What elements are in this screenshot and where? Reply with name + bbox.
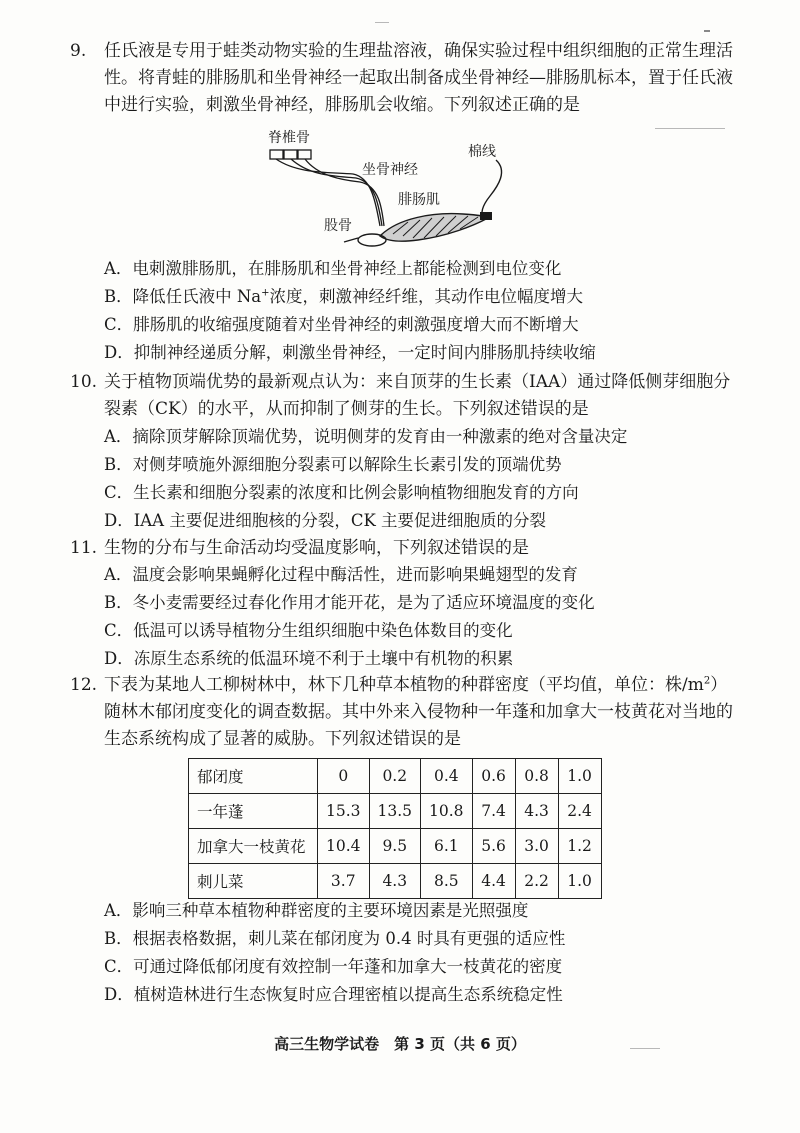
question-stem xyxy=(104,369,750,423)
spine-segment xyxy=(270,150,283,159)
question-9 xyxy=(70,38,750,120)
question-stem xyxy=(104,38,750,119)
cotton-thread xyxy=(482,160,502,218)
option-11c: C．低温可以诱导植物分生组织细胞中染色体数目的变化 xyxy=(104,621,513,640)
superscript: 2 xyxy=(703,675,711,687)
question-number: 11. xyxy=(70,538,98,558)
label-gastrocnemius: 腓肠肌 xyxy=(398,192,440,208)
table-cell: 6.1 xyxy=(421,829,473,864)
table-cell: 3.0 xyxy=(515,829,558,864)
table-cell: 15.3 xyxy=(318,794,370,829)
table-cell: 0.4 xyxy=(421,759,473,794)
label-femur: 股骨 xyxy=(324,218,352,234)
table-cell: 2.4 xyxy=(558,794,601,829)
nerve-muscle-specimen-figure xyxy=(258,126,528,261)
superscript: + xyxy=(261,287,270,299)
table-cell: 0.6 xyxy=(472,759,515,794)
stem-line xyxy=(104,672,760,699)
table-cell: 4.3 xyxy=(369,864,421,899)
option-9a: A．电刺激腓肠肌，在腓肠肌和坐骨神经上都能检测到电位变化 xyxy=(104,259,562,278)
stem-line: 中进行实验，刺激坐骨神经，腓肠肌会收缩。下列叙述正确的是 xyxy=(104,95,580,115)
table-cell: 1.0 xyxy=(558,864,601,899)
option-12d: D．植树造林进行生态恢复时应合理密植以提高生态系统稳定性 xyxy=(104,985,563,1004)
table-cell: 0 xyxy=(318,759,370,794)
stem-text: ） xyxy=(710,675,728,695)
stem-line: 生态系统构成了显著的威胁。下列叙述错误的是 xyxy=(104,729,461,749)
stem-line: 关于植物顶端优势的最新观点认为：来自顶芽的生长素（IAA）通过降低侧芽细胞分 xyxy=(104,372,731,392)
table-cell: 3.7 xyxy=(318,864,370,899)
question-number: 12. xyxy=(70,675,98,695)
question-number: 10. xyxy=(70,372,98,392)
table-cell: 0.8 xyxy=(515,759,558,794)
label-spine: 脊椎骨 xyxy=(268,130,310,146)
option-11b: B．冬小麦需要经过春化作用才能开花，是为了适应环境温度的变化 xyxy=(104,593,595,612)
table-header-label: 郁闭度 xyxy=(189,759,318,794)
option-12c: C．可通过降低郁闭度有效控制一年蓬和加拿大一枝黄花的密度 xyxy=(104,957,563,976)
table-cell: 4.4 xyxy=(472,864,515,899)
table-cell: 4.3 xyxy=(515,794,558,829)
table-cell: 1.0 xyxy=(558,759,601,794)
table-cell: 8.5 xyxy=(421,864,473,899)
scan-artifact-mark xyxy=(704,30,710,32)
table-cell: 0.2 xyxy=(369,759,421,794)
table-row-label: 一年蓬 xyxy=(189,794,318,829)
table-cell: 10.8 xyxy=(421,794,473,829)
option-12b: B．根据表格数据，刺儿菜在郁闭度为 0.4 时具有更强的适应性 xyxy=(104,929,566,948)
label-sciatic-nerve: 坐骨神经 xyxy=(362,162,418,178)
table-cell: 2.2 xyxy=(515,864,558,899)
table-row xyxy=(189,829,602,864)
table-header-row xyxy=(189,759,602,794)
option-text: 浓度，刺激神经纤维，其动作电位幅度增大 xyxy=(269,287,584,306)
stem-line: 任氏液是专用于蛙类动物实验的生理盐溶液，确保实验过程中组织细胞的正常生理活 xyxy=(104,41,733,61)
question-12 xyxy=(70,672,760,756)
stem-line: 生物的分布与生命活动均受温度影响，下列叙述错误的是 xyxy=(104,538,529,558)
stem-line: 性。将青蛙的腓肠肌和坐骨神经一起取出制备成坐骨神经—腓肠肌标本，置于任氏液 xyxy=(104,68,733,88)
table-row xyxy=(189,864,602,899)
table-cell: 5.6 xyxy=(472,829,515,864)
population-density-table xyxy=(188,758,602,899)
stem-line: 裂素（CK）的水平，从而抑制了侧芽的生长。下列叙述错误的是 xyxy=(104,399,589,419)
femur-shaft xyxy=(344,238,358,242)
option-11d: D．冻原生态系统的低温环境不利于土壤中有机物的积累 xyxy=(104,649,514,668)
table-cell: 1.2 xyxy=(558,829,601,864)
table-cell: 7.4 xyxy=(472,794,515,829)
table-cell: 10.4 xyxy=(318,829,370,864)
question-11 xyxy=(70,535,750,563)
tendon-tie xyxy=(480,212,492,220)
table-row-label: 刺儿菜 xyxy=(189,864,318,899)
femur-bone xyxy=(358,234,386,246)
spine-segment xyxy=(298,150,311,159)
question-stem xyxy=(104,535,750,562)
page-footer: 高三生物学试卷 第 3 页（共 6 页） xyxy=(274,1035,526,1053)
option-12a: A．影响三种草本植物种群密度的主要环境因素是光照强度 xyxy=(104,901,529,920)
table-cell: 9.5 xyxy=(369,829,421,864)
table-cell: 13.5 xyxy=(369,794,421,829)
stem-line: 随林木郁闭度变化的调查数据。其中外来入侵物种一年蓬和加拿大一枝黄花对当地的 xyxy=(104,702,733,722)
option-10d: D．IAA 主要促进细胞核的分裂，CK 主要促进细胞质的分裂 xyxy=(104,511,547,530)
question-stem xyxy=(104,672,760,753)
option-10a: A．摘除顶芽解除顶端优势，说明侧芽的发育由一种激素的绝对含量决定 xyxy=(104,427,628,446)
spine-segment xyxy=(284,150,297,159)
option-9b xyxy=(104,284,583,310)
label-cotton-thread: 棉线 xyxy=(468,144,496,160)
table-row-label: 加拿大一枝黄花 xyxy=(189,829,318,864)
table-row xyxy=(189,794,602,829)
option-11a: A．温度会影响果蝇孵化过程中酶活性，进而影响果蝇翅型的发育 xyxy=(104,565,578,584)
option-10b: B．对侧芽喷施外源细胞分裂素可以解除生长素引发的顶端优势 xyxy=(104,455,562,474)
scan-artifact-line xyxy=(655,128,725,129)
question-number: 9. xyxy=(70,41,87,61)
option-9d: D．抑制神经递质分解，刺激坐骨神经，一定时间内腓肠肌持续收缩 xyxy=(104,343,596,362)
option-9c: C．腓肠肌的收缩强度随着对坐骨神经的刺激强度增大而不断增大 xyxy=(104,315,579,334)
option-text: B．降低任氏液中 Na xyxy=(104,287,262,306)
question-10 xyxy=(70,369,750,425)
stem-text: 下表为某地人工柳树林中，林下几种草本植物的种群密度（平均值，单位：株/m xyxy=(104,675,704,695)
option-10c: C．生长素和细胞分裂素的浓度和比例会影响植物细胞发育的方向 xyxy=(104,483,579,502)
scan-artifact-line xyxy=(375,22,389,23)
